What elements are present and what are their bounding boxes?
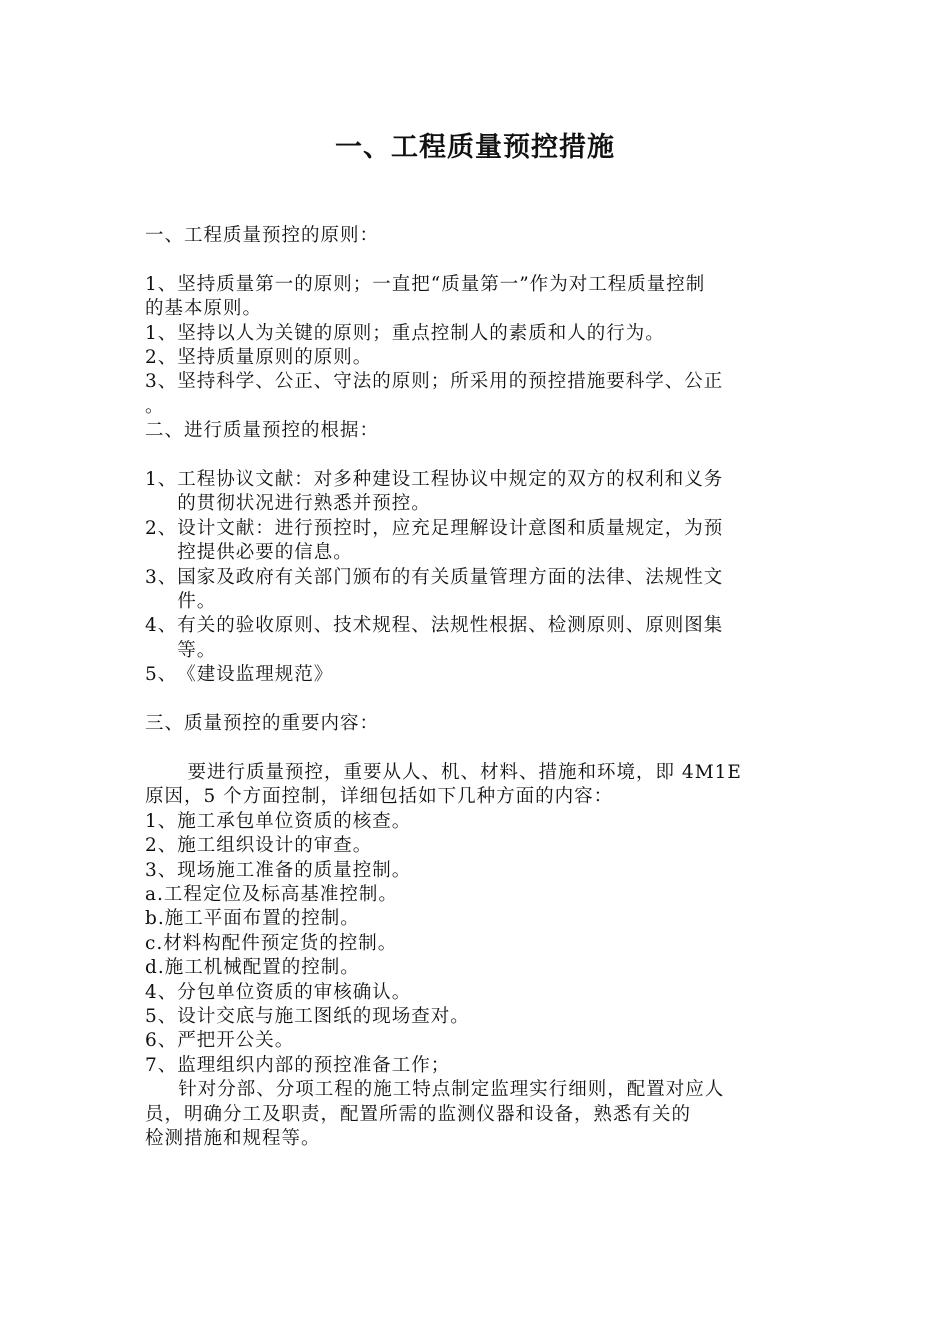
- list-item-line: 工程协议文献：对多种建设工程协议中规定的双方的权利和义务: [177, 469, 724, 491]
- content-item: a.工程定位及标高基准控制。: [145, 883, 398, 905]
- list-item-line: 等。: [177, 639, 217, 661]
- basis-item-3: [145, 566, 815, 615]
- content-item: b.施工平面布置的控制。: [145, 908, 360, 930]
- content-item: 3、现场施工准备的质量控制。: [145, 859, 412, 881]
- content-intro-line2: 原因，5 个方面控制，详细包括如下几种方面的内容：: [145, 786, 614, 808]
- principle-item-2: 1、坚持以人为关键的原则；重点控制人的素质和人的行为。: [145, 322, 665, 344]
- principle-item-4-line1: 3、坚持科学、公正、守法的原则；所采用的预控措施要科学、公正: [145, 371, 724, 393]
- content-item: d.施工机械配置的控制。: [145, 957, 360, 979]
- content-item: c.材料构配件预定货的控制。: [145, 932, 398, 954]
- content-item: 1、施工承包单位资质的核查。: [145, 810, 412, 832]
- content-intro-line1: 要进行质量预控，重要从人、机、材料、措施和环境，即 4M1E: [187, 761, 742, 783]
- list-item-line: 控提供必要的信息。: [177, 542, 353, 564]
- content-item: 4、分包单位资质的审核确认。: [145, 981, 412, 1003]
- document-body: [145, 224, 815, 1151]
- content-item: 6、严把开公关。: [145, 1030, 295, 1052]
- page-title: 一、工程质量预控措施: [335, 132, 615, 163]
- list-item-line: 有关的验收原则、技术规程、法规性根据、检测原则、原则图集: [177, 615, 724, 637]
- list-item-line: 设计文献：进行预控时，应充足理解设计意图和质量规定，为预: [177, 517, 724, 539]
- list-number: 2、: [145, 517, 178, 539]
- section-heading-basis: 二、进行质量预控的根据：: [145, 420, 380, 442]
- principle-item-4-line2: 。: [145, 395, 165, 417]
- principle-item-1-line2: 的基本原则。: [145, 298, 263, 320]
- principle-item-3: 2、坚持质量原则的原则。: [145, 347, 373, 369]
- list-item-line: 国家及政府有关部门颁布的有关质量管理方面的法律、法规性文: [177, 566, 724, 588]
- list-item-line: 件。: [177, 591, 217, 613]
- content-item: 7、监理组织内部的预控准备工作；: [145, 1054, 451, 1076]
- principle-item-1-line1: 1、坚持质量第一的原则；一直把“质量第一”作为对工程质量控制: [145, 273, 706, 295]
- section-heading-principles: 一、工程质量预控的原则：: [145, 225, 380, 246]
- list-number: 4、: [145, 615, 178, 637]
- closing-paragraph-line2: 员，明确分工及职责，配置所需的监测仪器和设备，熟悉有关的: [145, 1103, 692, 1125]
- basis-item-2: [145, 517, 815, 566]
- basis-item-5: [145, 663, 815, 687]
- list-item-line: 的贯彻状况进行熟悉并预控。: [177, 493, 431, 515]
- basis-item-4: [145, 614, 815, 663]
- list-item-line: 《建设监理规范》: [177, 664, 334, 686]
- content-item: 2、施工组织设计的审查。: [145, 835, 373, 857]
- list-number: 1、: [145, 469, 178, 491]
- content-item: 5、设计交底与施工图纸的现场查对。: [145, 1005, 470, 1027]
- list-number: 5、: [145, 664, 178, 686]
- list-number: 3、: [145, 566, 178, 588]
- section-heading-content: 三、质量预控的重要内容：: [145, 713, 380, 735]
- closing-paragraph-line3: 检测措施和规程等。: [145, 1127, 321, 1149]
- basis-item-1: [145, 468, 815, 517]
- closing-paragraph-line1: 针对分部、分项工程的施工特点制定监理实行细则，配置对应人: [178, 1079, 725, 1101]
